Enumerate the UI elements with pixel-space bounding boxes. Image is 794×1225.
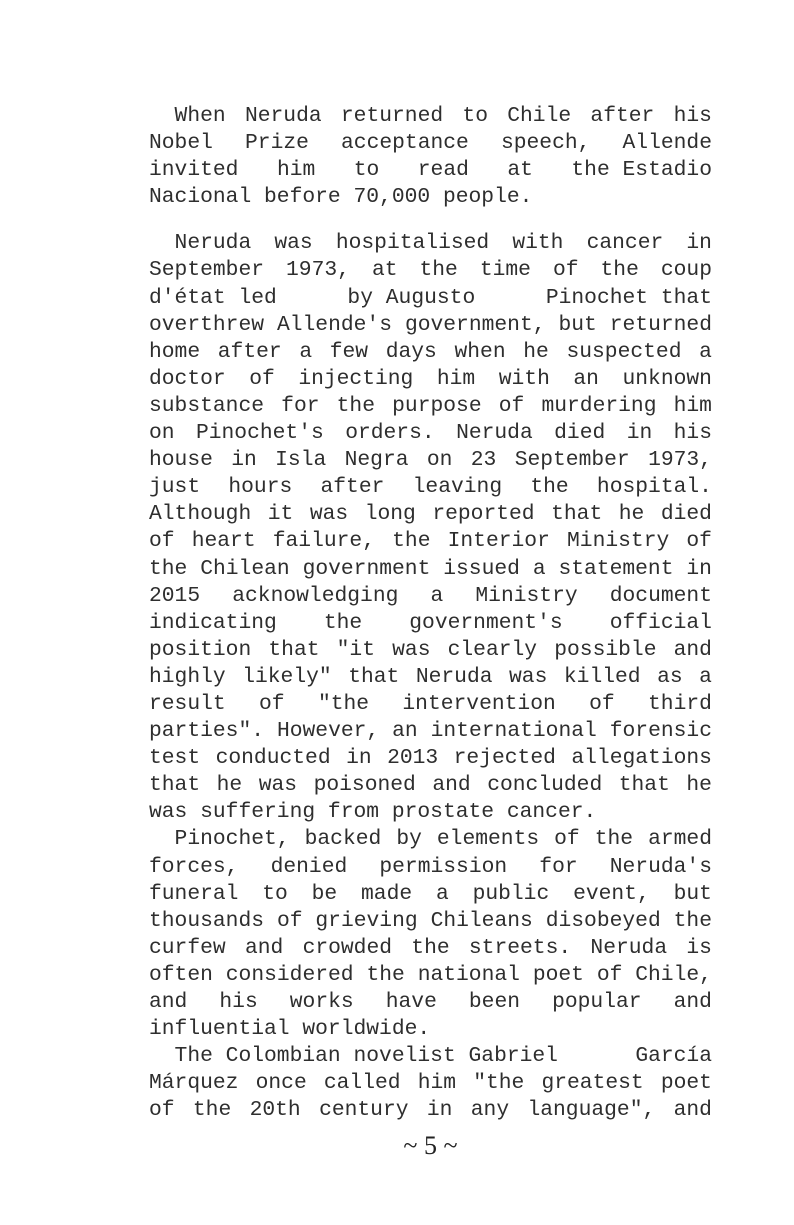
text-unit: of xyxy=(686,529,712,554)
text-unit: elements xyxy=(436,827,540,852)
text-line xyxy=(149,501,712,528)
text-unit: made xyxy=(361,881,413,906)
text-line xyxy=(149,103,712,130)
text-line xyxy=(149,257,712,284)
text-unit: speech, xyxy=(500,131,591,156)
text-unit: of xyxy=(554,827,580,852)
text-unit: Chileans xyxy=(430,908,533,933)
text-line xyxy=(149,664,712,691)
text-line xyxy=(149,447,712,474)
text-unit: often xyxy=(149,962,213,987)
text-unit: a xyxy=(299,339,313,364)
text-unit: at xyxy=(507,158,533,183)
text-unit: greatest xyxy=(541,1071,644,1096)
text-unit: of xyxy=(149,529,175,554)
text-unit: language", xyxy=(527,1098,656,1123)
text-unit: century xyxy=(319,1098,409,1123)
text-unit: "the xyxy=(317,691,370,716)
text-unit: substance xyxy=(149,393,265,418)
text-unit: that xyxy=(268,637,320,662)
text-unit: hospital. xyxy=(596,475,712,500)
text-unit: in xyxy=(426,1098,453,1123)
text-unit: Neruda's xyxy=(609,854,712,879)
text-unit: statement xyxy=(558,556,674,581)
text-unit: Negra xyxy=(344,448,409,473)
text-line xyxy=(149,1097,712,1124)
text-line: influential worldwide. xyxy=(149,1017,431,1042)
text-unit: third xyxy=(648,691,712,716)
text-line xyxy=(149,881,712,908)
text-unit: backed xyxy=(304,827,382,852)
text-unit: September xyxy=(514,448,630,473)
text-unit: the xyxy=(392,529,431,554)
text-unit: denied xyxy=(270,854,348,879)
text-unit: in xyxy=(686,231,712,256)
text-unit: just xyxy=(149,475,201,500)
text-unit: to xyxy=(462,104,488,128)
text-unit: of xyxy=(249,366,275,391)
text-unit: Prize xyxy=(245,131,309,156)
text-unit: he xyxy=(523,339,549,364)
text-unit: Pinochet, xyxy=(149,827,290,852)
text-unit: house xyxy=(149,448,213,473)
text-unit: failure, xyxy=(272,529,375,554)
text-unit: the xyxy=(149,556,188,581)
text-unit: issued xyxy=(443,556,520,581)
text-unit: 20th xyxy=(249,1098,301,1123)
text-unit: and xyxy=(673,637,712,662)
text-unit: forensic xyxy=(609,719,712,744)
text-unit: him xyxy=(417,1071,457,1096)
text-unit: a xyxy=(532,556,546,581)
text-unit: returned xyxy=(609,312,712,337)
text-unit: of xyxy=(276,908,303,933)
paragraph xyxy=(149,1043,712,1124)
text-line xyxy=(149,393,712,420)
text-unit: to xyxy=(353,158,380,183)
text-unit: Neruda xyxy=(415,664,493,689)
text-line xyxy=(149,556,712,583)
text-unit: after xyxy=(590,104,655,128)
text-unit: disobeyed xyxy=(545,908,661,933)
text-unit: concluded xyxy=(487,773,603,798)
text-line: Nacional before 70,000 people. xyxy=(149,185,533,210)
text-unit: the xyxy=(673,908,712,933)
text-unit: of xyxy=(498,393,525,418)
text-unit: d'état led xyxy=(149,285,277,310)
text-unit: that xyxy=(348,664,400,689)
text-unit: Neruda xyxy=(149,231,252,256)
text-unit: considered xyxy=(225,962,354,987)
text-unit: unknown xyxy=(622,366,712,391)
text-unit: him xyxy=(276,158,316,183)
text-unit: rejected xyxy=(453,746,556,771)
text-unit: of xyxy=(149,1098,175,1123)
text-unit: is xyxy=(686,935,712,960)
text-unit: Nobel xyxy=(149,131,213,156)
text-unit: killed xyxy=(563,664,641,689)
text-unit: doctor xyxy=(149,366,226,391)
text-unit: García xyxy=(635,1044,712,1069)
text-unit: funeral xyxy=(149,881,239,906)
text-line xyxy=(149,583,712,610)
text-unit: his xyxy=(219,990,258,1014)
text-unit: Ministry xyxy=(567,529,670,554)
text-unit: Chilean xyxy=(200,556,290,581)
text-unit: public xyxy=(472,881,550,906)
text-unit: the xyxy=(366,962,405,987)
text-unit: that xyxy=(551,502,603,527)
text-unit: an xyxy=(392,719,418,744)
text-unit: However, xyxy=(276,719,380,744)
text-unit: acknowledging xyxy=(232,583,399,608)
text-line xyxy=(149,1070,712,1097)
text-line xyxy=(149,637,712,664)
text-unit: the xyxy=(594,827,634,852)
text-unit: a xyxy=(435,881,449,906)
text-unit: after xyxy=(320,475,385,500)
text-line xyxy=(149,285,712,312)
text-unit: of xyxy=(259,691,285,716)
text-unit: been xyxy=(468,990,521,1014)
paragraph xyxy=(149,230,712,826)
text-unit: that xyxy=(149,773,201,798)
text-unit: forces, xyxy=(149,854,239,879)
text-unit: allegations xyxy=(571,746,712,771)
text-unit: thousands xyxy=(149,908,265,933)
text-unit: permission xyxy=(379,854,508,879)
text-line xyxy=(149,366,712,393)
text-unit: Neruda xyxy=(244,104,322,128)
text-unit: have xyxy=(385,990,437,1014)
text-unit: by xyxy=(396,827,422,852)
text-unit: suspected xyxy=(566,339,682,364)
text-unit: on xyxy=(149,421,175,446)
text-unit: Although xyxy=(149,502,252,527)
text-unit: and xyxy=(244,935,284,960)
text-unit: government, xyxy=(404,312,546,337)
text-unit: indicating xyxy=(149,610,277,635)
text-unit: document xyxy=(609,583,712,608)
text-line xyxy=(149,339,712,366)
text-unit: was xyxy=(392,637,431,662)
text-unit: was xyxy=(509,664,548,689)
text-unit: highly xyxy=(149,664,226,689)
text-unit: and xyxy=(149,990,188,1014)
text-unit: a xyxy=(430,583,444,608)
text-unit: after xyxy=(217,339,282,364)
text-unit: he xyxy=(216,773,243,798)
text-unit: "the xyxy=(473,1071,525,1096)
text-unit: orders. xyxy=(345,421,435,446)
text-unit: grieving xyxy=(315,908,418,933)
text-unit: 1973, xyxy=(648,448,712,473)
page-number: ~ 5 ~ xyxy=(403,1131,458,1161)
text-unit: armed xyxy=(648,827,712,852)
text-unit: purpose xyxy=(392,393,482,418)
text-line xyxy=(149,826,712,853)
text-unit: a xyxy=(699,664,712,689)
text-unit: he xyxy=(618,502,645,527)
text-unit: Neruda xyxy=(456,421,533,446)
text-unit: for xyxy=(539,854,578,879)
text-unit: clearly xyxy=(447,637,538,662)
text-unit: 1973, xyxy=(286,258,350,283)
text-unit: was xyxy=(309,502,349,527)
text-unit: poet xyxy=(660,1071,712,1096)
text-unit: long xyxy=(364,502,416,527)
text-unit: time xyxy=(479,258,531,283)
text-line xyxy=(149,1043,712,1070)
paragraph xyxy=(149,103,712,211)
text-unit: by Augusto xyxy=(347,285,476,310)
text-unit: parties". xyxy=(149,719,265,744)
text-line xyxy=(149,854,712,881)
text-unit: to xyxy=(262,881,288,906)
text-unit: the xyxy=(600,258,639,283)
text-unit: cancer xyxy=(586,231,664,256)
text-unit: died xyxy=(554,421,606,446)
text-unit: popular xyxy=(552,990,642,1014)
text-unit: returned xyxy=(340,104,444,128)
text-unit: national xyxy=(417,962,520,987)
text-unit: The Colombian novelist Gabriel xyxy=(149,1044,558,1069)
text-line xyxy=(149,718,712,745)
text-unit: Allende's xyxy=(276,312,392,337)
text-line xyxy=(149,610,712,637)
text-unit: Isla xyxy=(275,448,327,473)
text-unit: Interior xyxy=(447,529,550,554)
text-unit: "it xyxy=(336,637,375,662)
text-line xyxy=(149,745,712,772)
text-unit: as xyxy=(657,664,683,689)
text-unit: Pinochet's xyxy=(195,421,324,446)
text-unit: Pinochet that xyxy=(545,285,712,310)
text-block xyxy=(149,103,712,1161)
text-unit: for xyxy=(281,393,320,418)
text-unit: September xyxy=(149,258,265,283)
text-unit: when xyxy=(454,339,506,364)
text-line xyxy=(149,691,712,718)
text-unit: 2015 xyxy=(149,583,201,608)
text-unit: test xyxy=(149,746,201,771)
text-unit: of xyxy=(596,962,623,987)
text-unit: at xyxy=(371,258,398,283)
text-unit: the xyxy=(336,393,375,418)
text-unit: of xyxy=(589,691,615,716)
text-unit: with xyxy=(498,366,550,391)
text-unit: be xyxy=(311,881,338,906)
text-unit: curfew xyxy=(149,935,226,960)
text-unit: injecting xyxy=(298,366,414,391)
text-line xyxy=(149,908,712,935)
text-unit: and xyxy=(673,990,712,1014)
text-line xyxy=(149,420,712,447)
text-unit: read xyxy=(417,158,469,183)
text-unit: the xyxy=(419,258,458,283)
text-unit: of xyxy=(552,258,579,283)
text-unit: and xyxy=(432,773,471,798)
text-unit: him xyxy=(436,366,476,391)
text-unit: streets. xyxy=(468,935,572,960)
text-unit: the xyxy=(530,475,569,500)
text-unit: Allende xyxy=(622,131,712,156)
paragraph xyxy=(149,826,712,1043)
text-unit: his xyxy=(673,421,712,446)
text-unit: poet xyxy=(532,962,584,987)
text-line xyxy=(149,989,712,1016)
text-unit: that xyxy=(618,773,670,798)
text-line xyxy=(149,312,712,339)
text-unit: the xyxy=(411,935,450,960)
text-unit: in xyxy=(346,746,372,771)
text-unit: on xyxy=(426,448,453,473)
text-line xyxy=(149,528,712,555)
text-unit: coup xyxy=(660,258,712,283)
text-unit: the xyxy=(323,610,363,635)
text-unit: an xyxy=(573,366,599,391)
text-unit: the Estadio xyxy=(571,158,712,183)
text-unit: was xyxy=(274,231,313,256)
text-line xyxy=(149,935,712,962)
text-unit: 2013 xyxy=(387,746,439,771)
text-unit: in xyxy=(626,421,653,446)
text-unit: possible xyxy=(554,637,657,662)
text-unit: in xyxy=(686,556,712,581)
text-unit: hospitalised xyxy=(335,231,490,256)
text-unit: government xyxy=(302,556,431,581)
text-unit: invited xyxy=(149,158,239,183)
text-unit: the xyxy=(192,1098,232,1123)
text-line: was suffering from prostate cancer. xyxy=(149,800,597,825)
text-unit: intervention xyxy=(402,691,556,716)
text-unit: murdering xyxy=(541,393,657,418)
text-unit: works xyxy=(289,990,354,1014)
text-unit: his xyxy=(673,104,712,128)
text-unit: him xyxy=(673,393,712,418)
text-unit: Chile, xyxy=(635,962,712,987)
text-unit: few xyxy=(329,339,369,364)
text-unit: When xyxy=(149,104,226,128)
text-unit: heart xyxy=(191,529,256,554)
text-unit: was xyxy=(258,773,298,798)
text-unit: event, xyxy=(573,881,650,906)
text-unit: he xyxy=(686,773,712,798)
text-unit: home xyxy=(149,339,201,364)
text-unit: and xyxy=(673,1098,712,1123)
text-unit: 23 xyxy=(470,448,497,473)
text-unit: overthrew xyxy=(149,312,265,337)
text-line xyxy=(149,772,712,799)
text-unit: but xyxy=(558,312,597,337)
text-unit: it xyxy=(267,502,294,527)
text-unit: likely" xyxy=(242,664,332,689)
text-unit: Neruda xyxy=(590,935,668,960)
text-unit: Chile xyxy=(507,104,572,128)
text-unit: with xyxy=(512,231,564,256)
text-unit: leaving xyxy=(412,475,503,500)
text-unit: in xyxy=(231,448,257,473)
text-unit: poisoned xyxy=(313,773,416,798)
text-unit: Ministry xyxy=(475,583,578,608)
text-line xyxy=(149,130,712,157)
text-unit: died xyxy=(660,502,712,527)
text-unit: called xyxy=(323,1071,401,1096)
text-unit: government's xyxy=(409,610,563,635)
text-line xyxy=(149,157,712,184)
text-unit: once xyxy=(255,1071,307,1096)
text-unit: but xyxy=(673,881,712,906)
text-unit: position xyxy=(149,637,252,662)
text-unit: acceptance xyxy=(341,131,469,156)
text-unit: Márquez xyxy=(149,1071,239,1096)
text-unit: days xyxy=(385,339,437,364)
text-unit: international xyxy=(430,719,597,744)
text-unit: result xyxy=(149,691,226,716)
text-unit: conducted xyxy=(215,746,331,771)
text-unit: hours xyxy=(228,475,293,500)
text-unit: a xyxy=(699,339,712,364)
text-unit: reported xyxy=(432,502,535,527)
text-unit: any xyxy=(470,1098,510,1123)
text-line xyxy=(149,474,712,501)
text-unit: official xyxy=(609,610,712,635)
text-unit: crowded xyxy=(302,935,393,960)
text-line xyxy=(149,962,712,989)
text-line xyxy=(149,230,712,257)
